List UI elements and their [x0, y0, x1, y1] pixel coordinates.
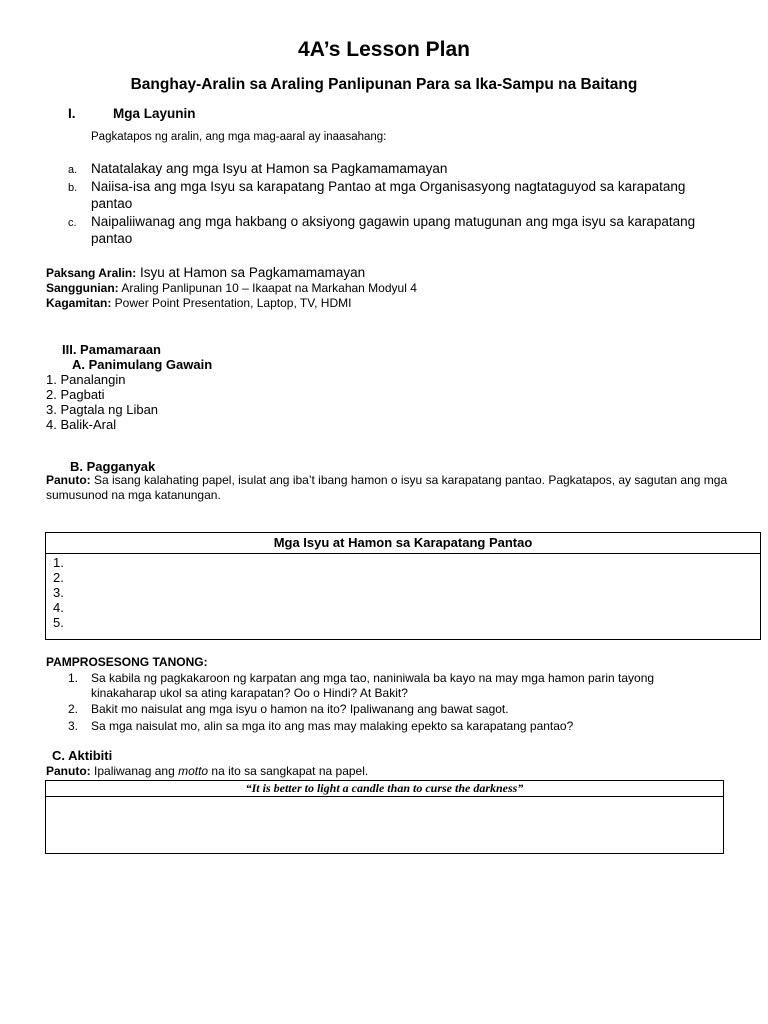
paksang-aralin-value: Isyu at Hamon sa Pagkamamamayan: [136, 265, 366, 280]
motto-box: [45, 780, 724, 854]
sanggunian: [46, 281, 417, 295]
steps-list: [46, 372, 158, 432]
paksang-aralin: [46, 265, 365, 280]
objective-text: Natatalakay ang mga Isyu at Hamon sa Pagkamamamayan: [91, 161, 448, 176]
panuto-text: Sa isang kalahating papel, isulat ang iba’t ibang hamon o isyu sa karapatang pantao. Pagkatapos, ay sagutan ang mga sumusunod na mga katanungan.: [46, 473, 728, 502]
table-row: 2.: [53, 570, 64, 585]
kagamitan-label: Kagamitan:: [46, 296, 112, 310]
question-number: 2.: [68, 702, 79, 716]
question-number: 1.: [68, 671, 79, 685]
sanggunian-label: Sanggunian:: [46, 281, 119, 295]
list-item: 1. Panalangin: [46, 372, 126, 387]
issues-table-body: [46, 554, 760, 630]
panuto-text-post: na ito sa sangkapat na papel.: [208, 764, 369, 778]
table-row: 4.: [53, 600, 64, 615]
objectives-intro: Pagkatapos ng aralin, ang mga mag-aaral ay inaasahang:: [91, 131, 387, 143]
question-number: 3.: [68, 719, 79, 733]
table-row: 3.: [53, 585, 64, 600]
panuto-text-emphasis: motto: [178, 764, 209, 778]
question-text: Bakit mo naisulat ang mga isyu o hamon na ito? Ipaliwanang ang bawat sagot.: [91, 702, 509, 716]
objective-text: Naiisa-isa ang mga Isyu sa karapatang Pantao at mga Organisasyong nagtataguyod sa karapatang pantao: [91, 179, 686, 211]
aktibiti-instructions: [46, 764, 368, 778]
page-subtitle: Banghay-Aralin sa Araling Panlipunan Para sa Ika-Sampu na Baitang: [130, 76, 638, 93]
list-item: 4. Balik-Aral: [46, 417, 117, 432]
objective-marker: b.: [68, 182, 78, 194]
question-text: Sa kabila ng pagkakaroon ng karpatan ang mga tao, naniniwala ba kayo na may mga hamon parin tayong kinakaharap ukol sa ating karapatan? Oo o Hindi? At Bakit?: [91, 671, 655, 700]
section-1-number: I.: [68, 106, 76, 121]
table-row: 5.: [53, 615, 64, 630]
panuto-label: Panuto:: [46, 764, 91, 778]
pamprosesong-tanong-heading: PAMPROSESONG TANONG:: [46, 655, 208, 669]
table-row: 1.: [53, 555, 64, 570]
section-3-heading: III. Pamamaraan: [62, 342, 161, 357]
issues-table-header: Mga Isyu at Hamon sa Karapatang Pantao: [46, 533, 760, 554]
kagamitan-value: Power Point Presentation, Laptop, TV, HDMI: [111, 296, 352, 310]
section-c-heading: C. Aktibiti: [52, 748, 113, 763]
section-a-heading: A. Panimulang Gawain: [72, 357, 213, 372]
kagamitan: [46, 296, 351, 310]
paksang-aralin-label: Paksang Aralin:: [46, 266, 137, 280]
list-item: 2. Pagbati: [46, 387, 105, 402]
objective-marker: a.: [68, 164, 78, 176]
panuto-text-pre: Ipaliwanag ang: [90, 764, 179, 778]
objective-marker: c.: [68, 217, 77, 229]
pagganyak-instructions: [46, 473, 736, 503]
sanggunian-value: Araling Panlipunan 10 – Ikaapat na Markahan Modyul 4: [118, 281, 417, 295]
question-text: Sa mga naisulat mo, alin sa mga ito ang mas may malaking epekto sa karapatang pantao?: [91, 719, 574, 733]
motto-text: “It is better to light a candle than to curse the darkness”: [46, 781, 723, 797]
section-1-heading: Mga Layunin: [113, 106, 196, 121]
objective-text: Naipaliiwanag ang mga hakbang o aksiyong gagawin upang matugunan ang mga isyu sa karapatang pantao: [91, 214, 696, 246]
section-b-heading: B. Pagganyak: [70, 459, 156, 474]
issues-table: [45, 532, 761, 640]
list-item: 3. Pagtala ng Liban: [46, 402, 159, 417]
page-title: 4A’s Lesson Plan: [298, 38, 470, 61]
panuto-label: Panuto:: [46, 473, 91, 487]
